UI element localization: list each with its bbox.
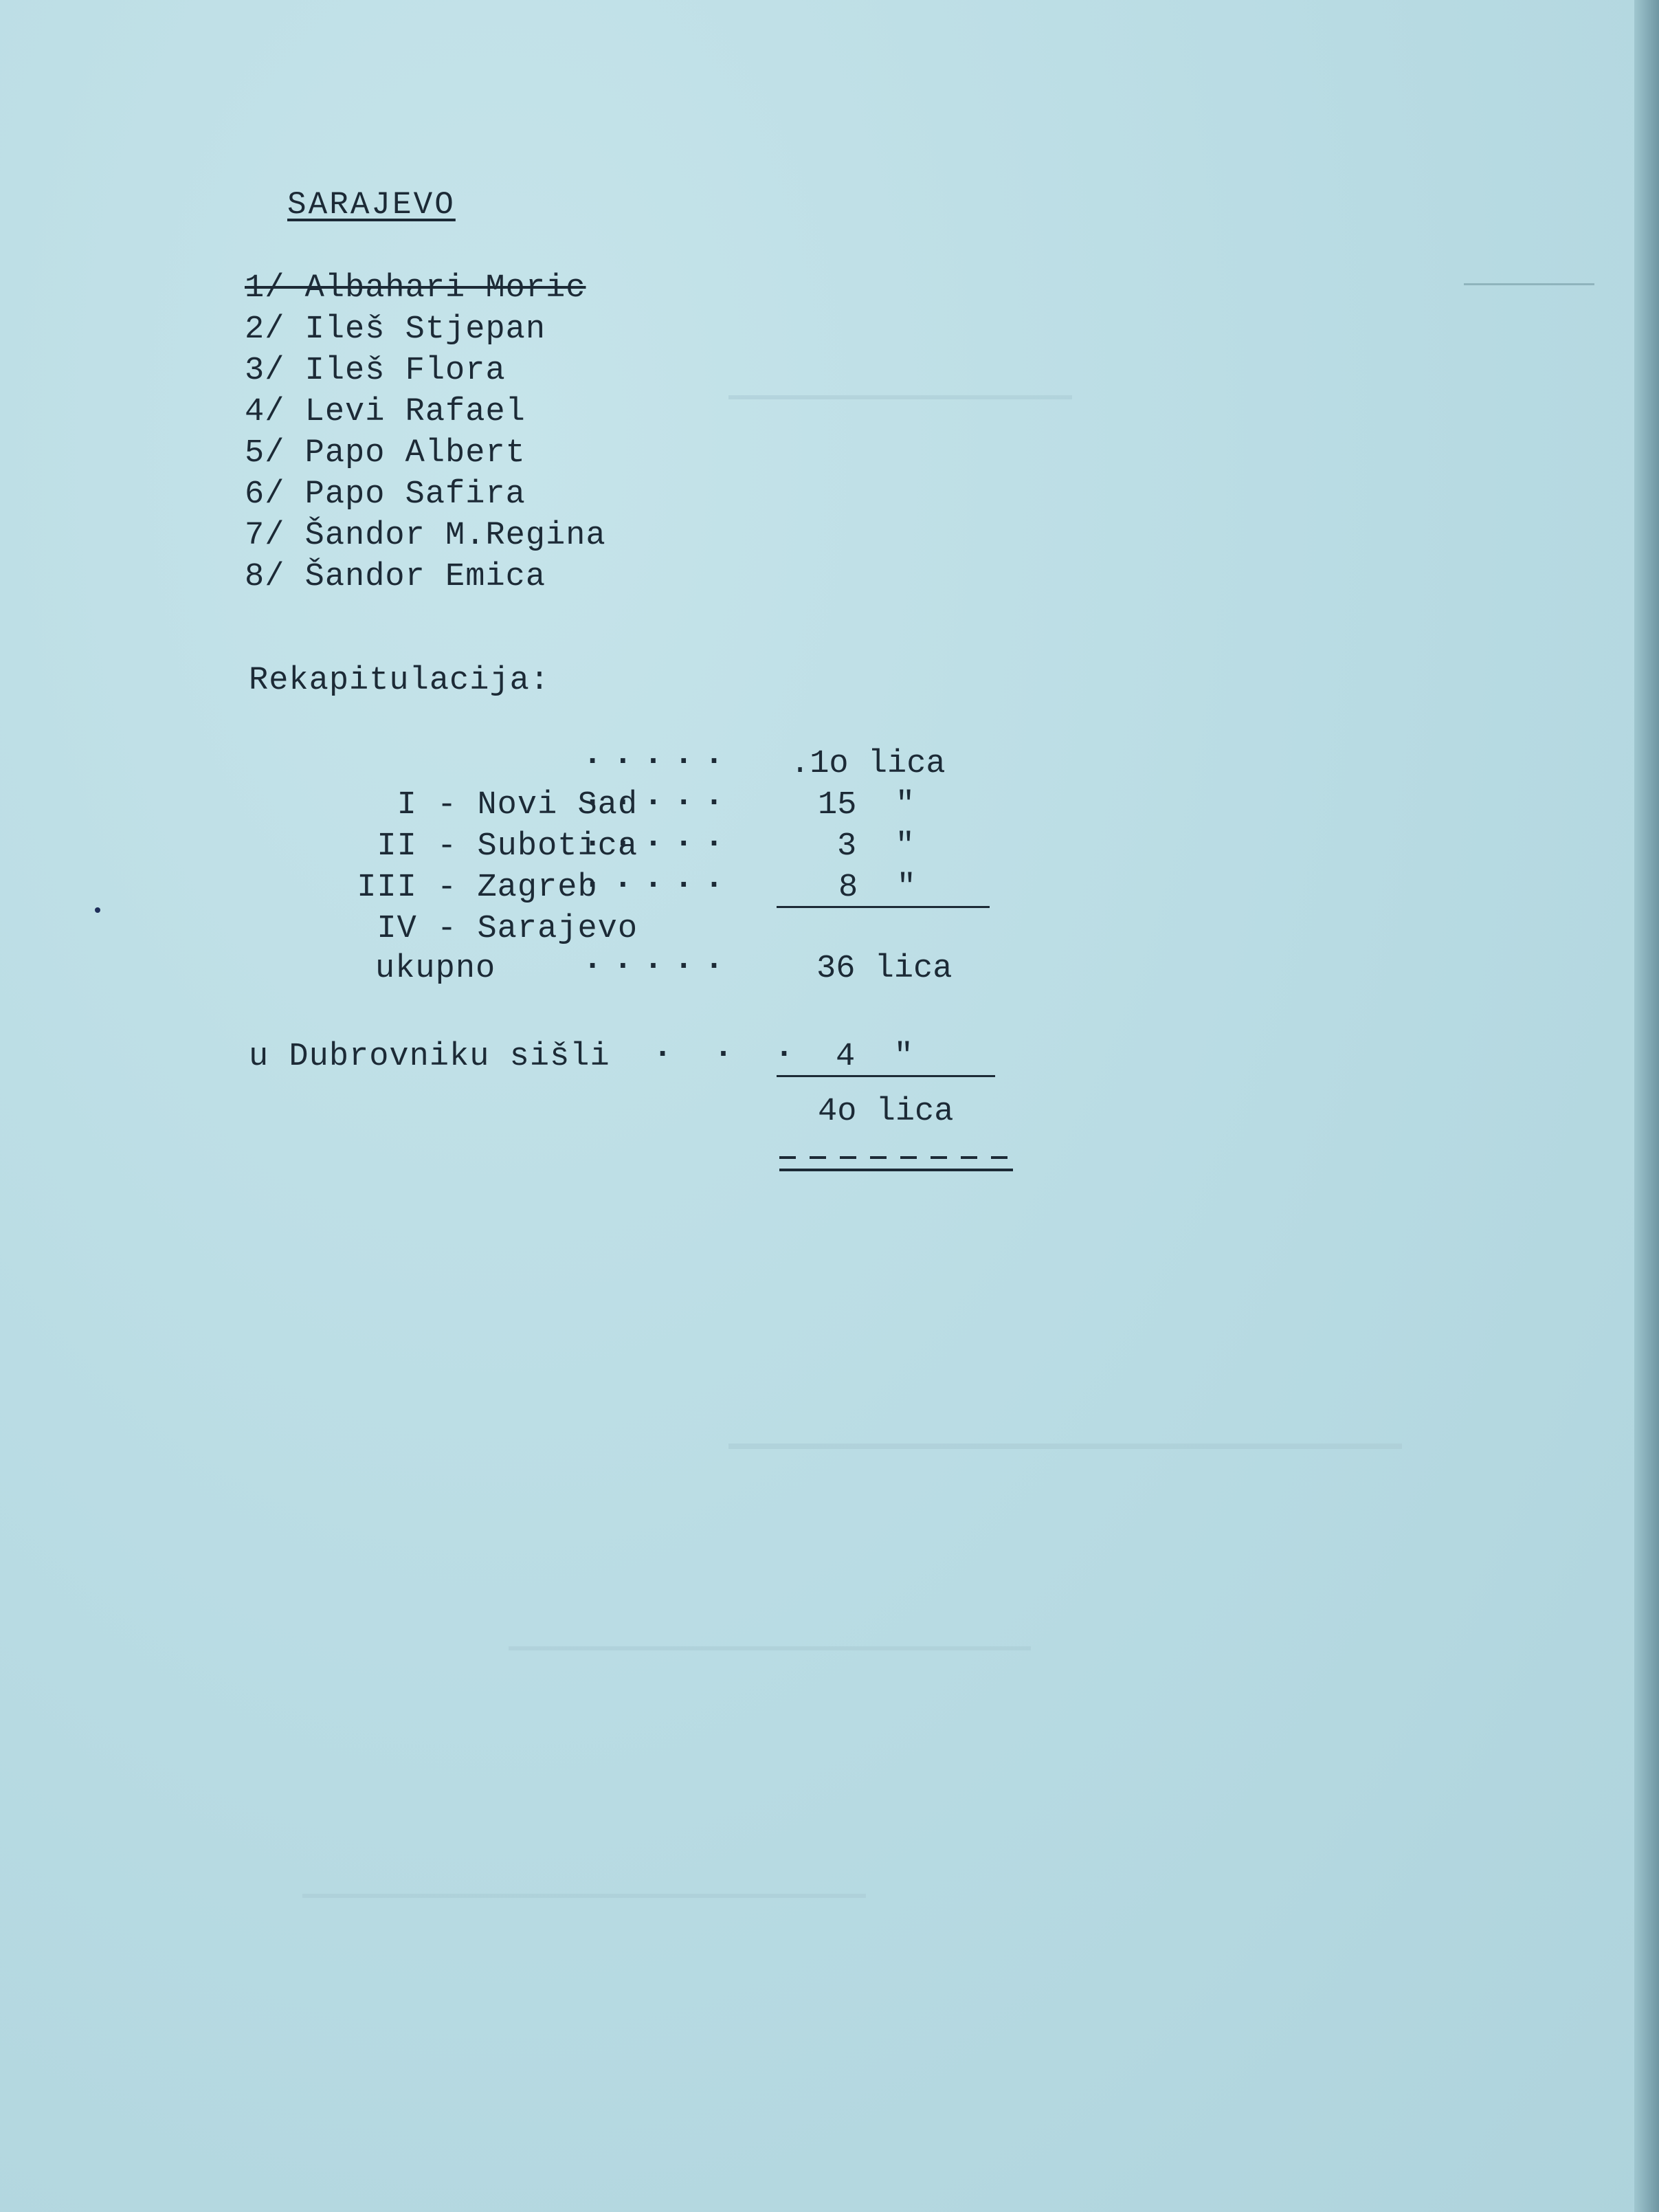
list-item: 5/ Papo Albert [245,435,526,472]
total-label: ukupno [375,951,496,987]
scan-mark [1464,283,1594,285]
dashed-rule [779,1156,1013,1159]
leader-dots: ..... [583,819,735,856]
recap-value: 3 " [837,828,915,865]
bleed-through-mark [728,1444,1402,1449]
grand-total: 4o lica [818,1094,954,1130]
names-list [245,268,606,598]
recap-value: 15 " [818,787,915,823]
recap-num: IV [377,911,417,947]
total-value: 36 lica [816,951,953,987]
bleed-through-mark [302,1894,866,1898]
recap-num: III [357,870,417,906]
recap-num: I [397,787,417,823]
recap-place: Zagreb [477,870,598,906]
subtotal-underline [777,906,990,908]
leader-dots: ..... [583,861,735,897]
recap-sep: - [416,787,478,823]
list-item: 7/ Šandor M.Regina [245,518,606,554]
recap-place: Novi Sad [477,787,638,823]
recap-sep: - [416,870,478,906]
list-item: 3/ Ileš Flora [245,353,506,389]
leader-dots: . . . [653,1030,805,1066]
bleed-through-mark [728,395,1072,399]
list-item: 2/ Ileš Stjepan [245,311,546,348]
leader-dots: ..... [583,737,735,773]
recap-place: Sarajevo [477,911,638,947]
dubrovnik-value: 4 " [836,1039,913,1075]
list-item-text: 1/ Albahari Moric [245,270,586,307]
scan-edge [1634,0,1659,2212]
dubrovnik-label: u Dubrovniku sišli [249,1039,610,1075]
recap-sep: - [416,828,478,865]
page-title: SARAJEVO [287,187,456,223]
recap-value: 8 " [838,870,916,906]
recap-place: Subotica [477,828,638,865]
stray-mark [95,907,100,913]
leader-dots: ..... [583,778,735,815]
double-rule [779,1169,1013,1171]
list-item: 4/ Levi Rafael [245,394,526,430]
list-item: 6/ Papo Safira [245,476,526,513]
recap-num: II [377,828,417,865]
list-item [245,268,606,309]
recap-sep: - [416,911,478,947]
recap-heading: Rekapitulacija: [249,663,550,699]
bleed-through-mark [509,1646,1031,1650]
subtotal-underline [777,1075,995,1077]
recap-value: .1o lica [790,746,946,782]
leader-dots: ..... [583,942,735,978]
list-item: 8/ Šandor Emica [245,559,546,595]
